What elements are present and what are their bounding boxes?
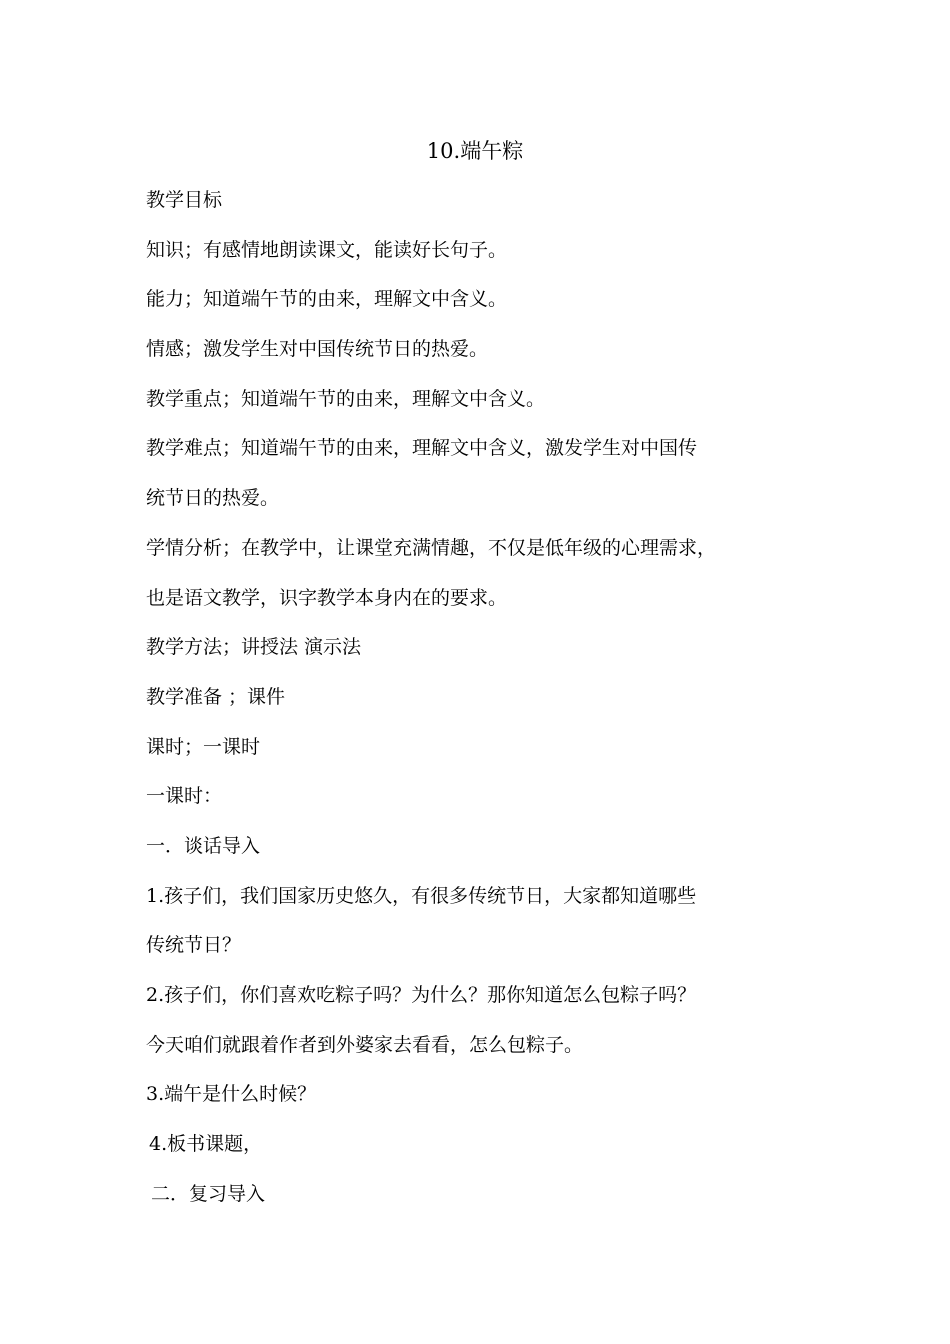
section-two-heading: 二．复习导入 <box>151 1182 266 1205</box>
lesson-heading: 一课时： <box>146 785 223 808</box>
objective-emotion: 情感；激发学生对中国传统节日的热爱。 <box>146 338 489 361</box>
teaching-key-point: 教学重点；知道端午节的由来，理解文中含义。 <box>146 387 546 410</box>
objective-knowledge: 知识；有感情地朗读课文，能读好长句子。 <box>146 238 508 261</box>
step-2: 2.孩子们，你们喜欢吃粽子吗？为什么？那你知道怎么包粽子吗？ <box>146 984 697 1006</box>
document-title: 10.端午粽 <box>426 139 524 163</box>
learning-analysis-continued: 也是语文教学，识字教学本身内在的要求。 <box>146 586 508 609</box>
class-hours: 课时；一课时 <box>146 735 261 758</box>
step-4: 4.板书课题， <box>149 1133 263 1156</box>
teaching-preparation: 教学准备 ；课件 <box>146 685 286 708</box>
step-2-continued: 今天咱们就跟着作者到外婆家去看看，怎么包粽子。 <box>146 1033 584 1056</box>
step-3: 3.端午是什么时候？ <box>146 1083 317 1106</box>
section-heading-objectives: 教学目标 <box>146 189 223 211</box>
objective-ability: 能力；知道端午节的由来，理解文中含义。 <box>146 288 508 311</box>
document-body <box>146 182 836 1225</box>
teaching-difficulty: 教学难点；知道端午节的由来，理解文中含义，激发学生对中国传 <box>146 437 698 460</box>
step-1: 1.孩子们，我们国家历史悠久，有很多传统节日，大家都知道哪些 <box>146 884 697 907</box>
step-1-continued: 传统节日？ <box>146 934 242 957</box>
teaching-methods: 教学方法；讲授法 演示法 <box>146 636 362 659</box>
section-one-heading: 一．谈话导入 <box>146 834 261 857</box>
learning-analysis: 学情分析；在教学中，让课堂充满情趣，不仅是低年级的心理需求， <box>146 536 717 559</box>
teaching-difficulty-continued: 统节日的热爱。 <box>146 487 280 510</box>
